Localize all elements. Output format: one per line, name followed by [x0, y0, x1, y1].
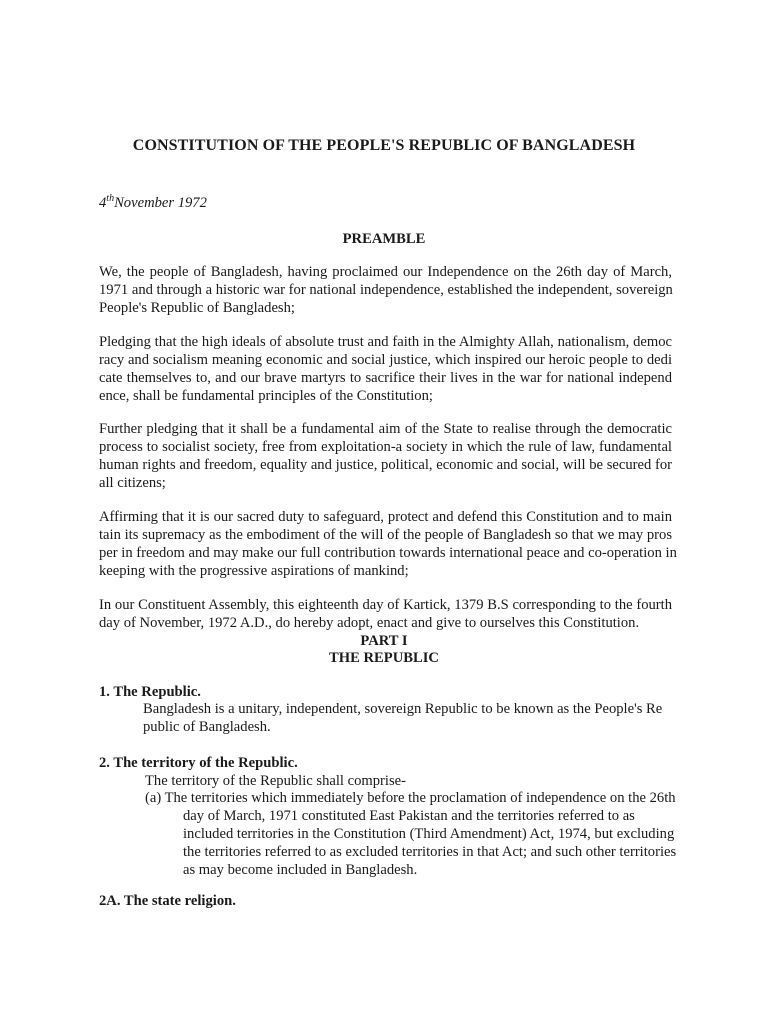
text-line: per in freedom and may make our full contribution towards international peace and co-operation in: [99, 545, 677, 561]
text-line: day of March, 1971 constituted East Pakistan and the territories referred to as: [183, 808, 635, 824]
part-title: THE REPUBLIC: [329, 650, 439, 666]
text-line: In our Constituent Assembly, this eighteenth day of Kartick, 1379 B.S corresponding to the fourth: [99, 597, 672, 613]
date-suffix: th: [106, 193, 115, 205]
preamble-paragraph-1: [99, 263, 672, 317]
text-line: Bangladesh is a unitary, independent, sovereign Republic to be known as the People's Re: [143, 701, 663, 717]
text-line: process to socialist society, free from exploitation-a society in which the rule of law, fundamental: [99, 439, 672, 455]
text-line: tain its supremacy as the embodiment of the will of the people of Bangladesh so that we may pros: [99, 527, 672, 543]
text-line: We, the people of Bangladesh, having proclaimed our Independence on the 26th day of March,: [99, 264, 672, 280]
preamble-paragraph-3: [99, 420, 672, 492]
article-2-clause-a: [145, 789, 677, 879]
text-line: all citizens;: [99, 475, 166, 491]
text-line: ence, shall be fundamental principles of the Constitution;: [99, 388, 433, 404]
date-rest: November 1972: [114, 195, 207, 211]
text-line: 1971 and through a historic war for national independence, established the independent, sovereign: [99, 282, 673, 298]
part-label: PART I: [360, 633, 408, 649]
article-2-heading: 2. The territory of the Republic.: [99, 755, 298, 771]
text-line: human rights and freedom, equality and justice, political, economic and social, will be secured for: [99, 457, 672, 473]
article-2-intro: The territory of the Republic shall comprise-: [145, 773, 406, 789]
date-day: 4: [99, 195, 107, 211]
text-line: Pledging that the high ideals of absolute trust and faith in the Almighty Allah, nationalism, democ: [99, 334, 672, 350]
article-2a-heading: 2A. The state religion.: [99, 893, 236, 909]
document-title: CONSTITUTION OF THE PEOPLE'S REPUBLIC OF BANGLADESH: [132, 137, 636, 154]
text-line: keeping with the progressive aspirations of mankind;: [99, 563, 409, 579]
preamble-paragraph-4: [99, 508, 677, 580]
text-line: Further pledging that it shall be a fundamental aim of the State to realise through the democratic: [99, 421, 672, 437]
text-line: day of November, 1972 A.D., do hereby adopt, enact and give to ourselves this Constitution.: [99, 615, 640, 631]
text-line: included territories in the Constitution (Third Amendment) Act, 1974, but excluding: [183, 826, 675, 842]
text-line: People's Republic of Bangladesh;: [99, 300, 295, 316]
document-date: [99, 194, 207, 212]
preamble-heading: PREAMBLE: [342, 231, 426, 247]
text-line: the territories referred to as excluded territories in that Act; and such other territories: [183, 844, 677, 860]
preamble-paragraph-5: [99, 596, 672, 632]
text-line: (a) The territories which immediately before the proclamation of independence on the 26th: [145, 790, 676, 806]
text-line: racy and socialism meaning economic and social justice, which inspired our heroic people to dedi: [99, 352, 672, 368]
text-line: cate themselves to, and our brave martyrs to sacrifice their lives in the war for national independ: [99, 370, 672, 386]
preamble-paragraph-2: [99, 333, 672, 405]
text-line: as may become included in Bangladesh.: [183, 862, 418, 878]
article-1-body: [143, 700, 673, 736]
text-line: Affirming that it is our sacred duty to safeguard, protect and defend this Constitution and to main: [99, 509, 672, 525]
article-1-heading: 1. The Republic.: [99, 684, 201, 700]
text-line: public of Bangladesh.: [143, 719, 271, 735]
